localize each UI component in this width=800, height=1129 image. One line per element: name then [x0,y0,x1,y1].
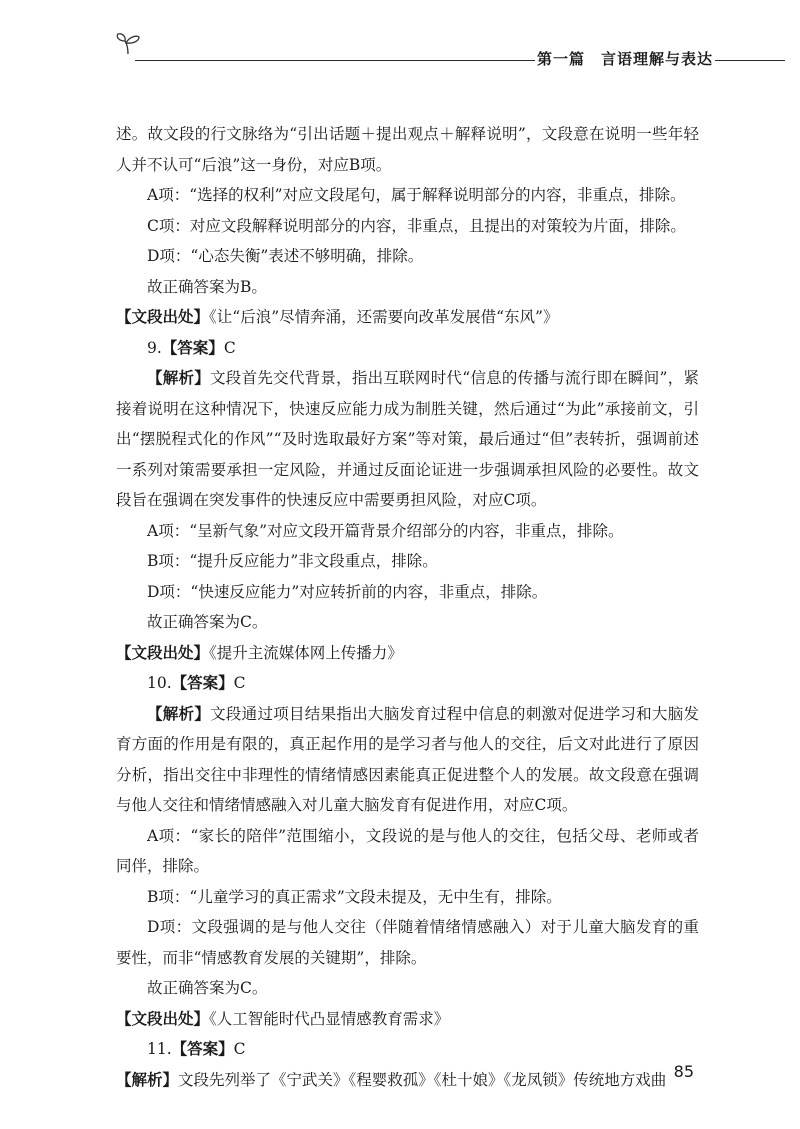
source-line [116,1004,699,1035]
source-title: 《让“后浪”尽情奔涌，还需要向改革发展借“东风”》 [209,308,559,326]
sprout-icon [115,32,143,56]
page-number: 85 [673,1062,694,1081]
analysis-paragraph [116,699,699,821]
answer-label: 【答案】 [161,337,224,357]
answer-value: C [223,338,236,357]
answer-label: 【答案】 [171,1039,234,1058]
analysis-text: 文段首先交代背景，指出互联网时代“信息的传播与流行即在瞬间”，紧接着说明在这种情况下，快速反应能力成为制胜关键，然后通过“为此”承接前文，引出“摆脱程式化的作风”“及时选取最好方案”等对策，最后通过“但”表转折，强调前述一系列对策需要承担一定风险，并通过反面论证进一步强调承担风险的必要性。故文段旨在强调在突发事件的快速反应中需要勇担风险，对应C项。 [116,369,699,509]
option-a-note: A项：“呈新气象”对应文段开篇背景介绍部分的内容，非重点，排除。 [147,521,624,540]
option-b-note: B项：“儿童学习的真正需求”文段未提及，无中生有，排除。 [147,887,562,906]
source-label: 【文段出处】 [116,642,210,662]
analysis-label: 【解析】 [116,1069,179,1089]
analysis-text: 文段通过项目结果指出大脑发育过程中信息的刺激对促进学习和大脑发育方面的作用是有限的，真正起作用的是学习者与他人的交往，后文对此进行了原因分析，指出交往中非理性的情绪情感因素能真正促进整个人的发展。故文段意在强调与他人交往和情绪情感融入对儿童大脑发育有促进作用，对应C项。 [116,704,699,814]
answer-value: C [233,1040,246,1058]
question-number: 9. [147,338,162,357]
analysis-label: 【解析】 [147,703,211,723]
header-rule-left [135,60,535,61]
analysis-label: 【解析】 [147,368,211,387]
option-a-note: A项：“家长的陪伴”范围缩小，文段说的是与他人的交往，包括父母、老师或者同伴，排除。 [116,826,699,875]
paragraph: 述。故文段的行文脉络为“引出话题＋提出观点＋解释说明”，文段意在说明一些年轻人并不认可“后浪”这一身份，对应B项。 [116,125,699,174]
header-title: 第一篇 言语理解与表达 [537,50,714,68]
answer-label: 【答案】 [171,673,234,692]
correct-answer-line: 故正确答案为C。 [147,979,268,997]
option-a-note: A项：“选择的权利”对应文段尾句，属于解释说明部分的内容，非重点，排除。 [147,186,686,204]
source-line [116,302,699,333]
analysis-text: 文段先列举了《宁武关》《程婴救孤》《杜十娘》《龙凤锁》传统地方戏曲 [178,1070,667,1089]
source-label: 【文段出处】 [116,1008,210,1028]
running-header [105,30,780,70]
correct-answer-line: 故正确答案为B。 [147,277,267,296]
option-d-note: D项：“快速反应能力”对应转折前的内容，非重点，排除。 [147,582,548,601]
source-title: 《人工智能时代凸显情感教育需求》 [209,1009,450,1028]
analysis-paragraph [116,363,699,516]
option-d-note: D项：文段强调的是与他人交往（伴随着情绪情感融入）对于儿童大脑发育的重要性，而非“情感教育发展的关键期”，排除。 [116,918,699,967]
answer-line [116,1034,699,1065]
source-title: 《提升主流媒体网上传播力》 [209,643,403,662]
question-number: 11. [147,1040,172,1058]
option-d-note: D项：“心态失衡”表述不够明确，排除。 [147,247,424,265]
header-rule-right [715,60,785,61]
answer-line [116,333,699,364]
page-body [116,119,699,1095]
analysis-paragraph [116,1065,699,1096]
option-c-note: C项：对应文段解释说明部分的内容，非重点，且提出的对策较为片面，排除。 [147,216,686,235]
option-b-note: B项：“提升反应能力”非文段重点，排除。 [147,552,438,570]
question-number: 10. [147,674,172,692]
answer-line [116,668,699,699]
source-label: 【文段出处】 [116,307,210,326]
source-line [116,638,699,669]
answer-value: C [233,674,246,692]
correct-answer-line: 故正确答案为C。 [147,613,268,631]
